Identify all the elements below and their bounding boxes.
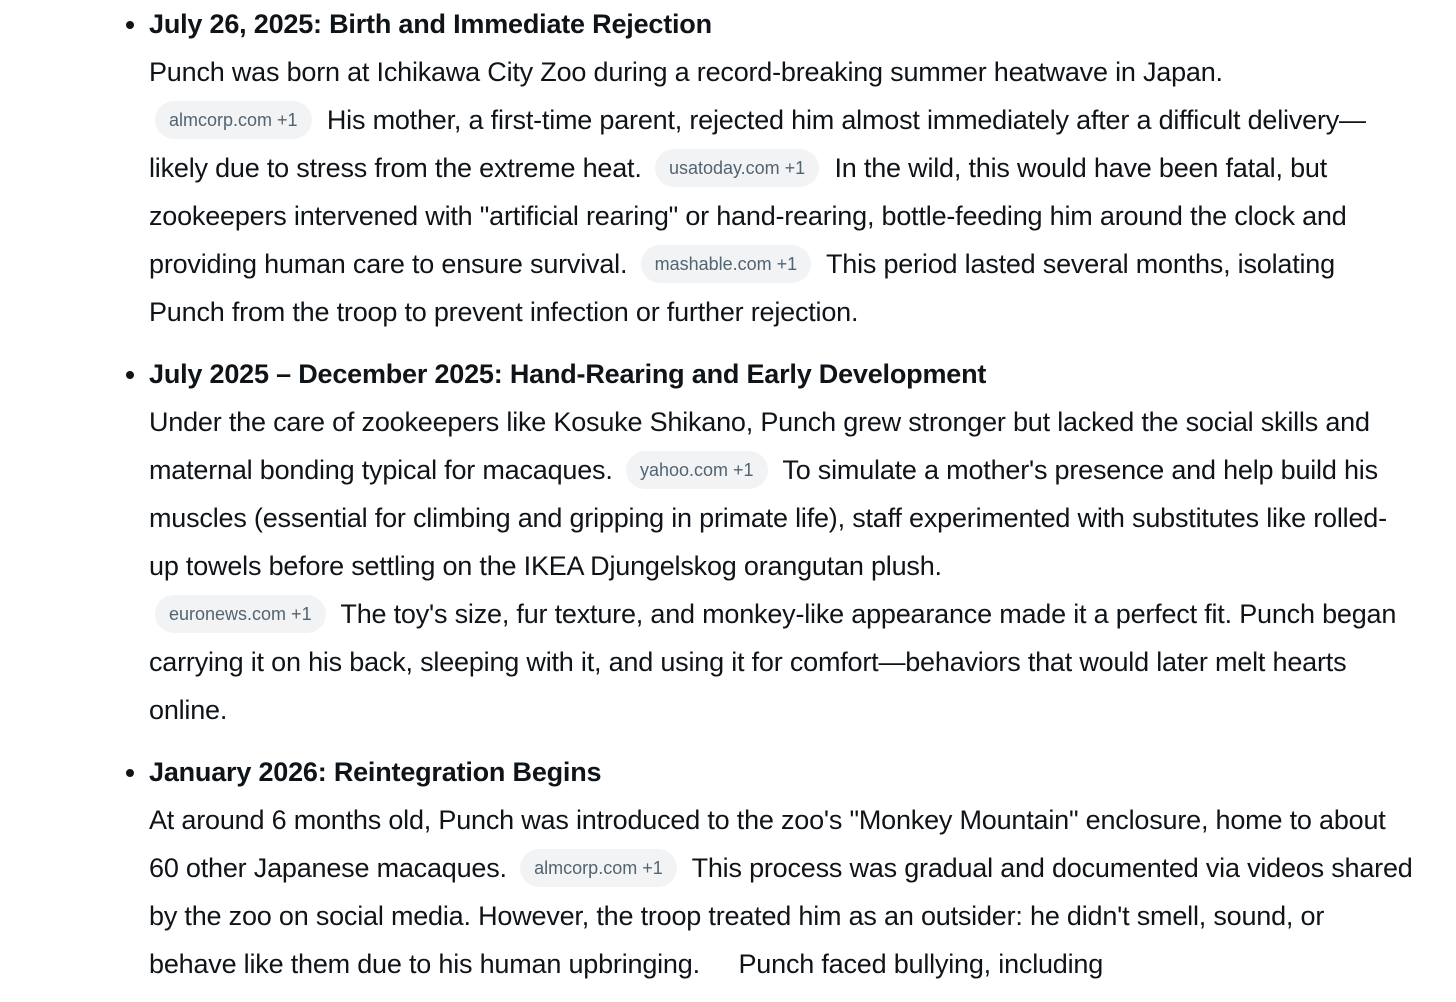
body-text: His mother, a first-time parent, rejected him almost immediately after a difficult delivery—likely due to stress from the extreme heat.	[149, 105, 1366, 183]
body-text: Under the care of zookeepers like Kosuke Shikano, Punch grew stronger but lacked the social skills and maternal bonding typical for macaques.	[149, 407, 1370, 485]
body-text: This period lasted several months, isolating Punch from the troop to prevent infection or further rejection.	[149, 249, 1335, 327]
body-text: Punch faced bullying, including	[738, 949, 1104, 979]
body-text: This process was gradual and documented via videos shared by the zoo on social media. However, the troop treated him as an outsider: he didn't smell, sound, or behave like them due to his human upbringing.	[149, 853, 1413, 979]
citation-chip[interactable]: euronews.com +1	[155, 595, 326, 633]
citation-chip[interactable]: usatoday.com +1	[655, 149, 819, 187]
citation-chip[interactable]: yahoo.com +1	[626, 451, 768, 489]
citation-chip[interactable]: almcorp.com +1	[155, 101, 312, 139]
body-text: To simulate a mother's presence and help build his muscles (essential for climbing and gripping in primate life), staff experimented with substitutes like rolled-up towels before settling on the IKEA Djungelskog orangutan plush.	[149, 455, 1387, 581]
entry-body	[149, 796, 1416, 988]
body-text: At around 6 months old, Punch was introduced to the zoo's "Monkey Mountain" enclosure, home to about 60 other Japanese macaques.	[149, 805, 1386, 883]
entry-body	[149, 398, 1416, 734]
entry-title: July 2025 – December 2025: Hand-Rearing and Early Development	[149, 359, 987, 389]
entry-body	[149, 48, 1416, 336]
timeline-entry	[0, 748, 1456, 988]
citation-chip[interactable]: mashable.com +1	[641, 245, 812, 283]
body-text: Punch was born at Ichikawa City Zoo during a record-breaking summer heatwave in Japan.	[149, 57, 1223, 87]
timeline-entry	[0, 350, 1456, 734]
entry-title: January 2026: Reintegration Begins	[149, 757, 602, 787]
entry-title: July 26, 2025: Birth and Immediate Rejection	[149, 9, 712, 39]
body-text: In the wild, this would have been fatal, but zookeepers intervened with "artificial rearing" or hand-rearing, bottle-feeding him around the clock and providing human care to ensure survival.	[149, 153, 1347, 279]
body-text: The toy's size, fur texture, and monkey-like appearance made it a perfect fit. Punch began carrying it on his back, sleeping with it, and using it for comfort—behaviors that would later melt hearts online.	[149, 599, 1397, 725]
timeline-entry	[0, 0, 1456, 336]
citation-chip[interactable]: almcorp.com +1	[520, 849, 677, 887]
